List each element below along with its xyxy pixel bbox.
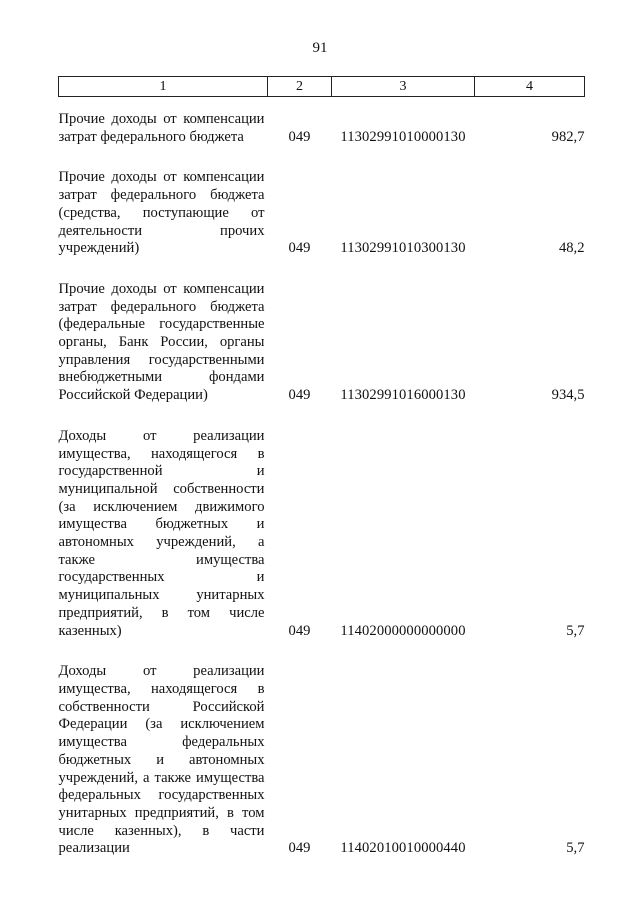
amount-value: 5,7 — [566, 622, 585, 639]
page-number: 91 — [312, 40, 328, 56]
column-header-code: 3 — [332, 77, 475, 97]
table-row — [59, 111, 585, 146]
amount-value: 48,2 — [558, 240, 585, 257]
amount-value: 5,7 — [566, 840, 585, 857]
admin-code: 049 — [288, 128, 311, 145]
admin-code: 049 — [288, 387, 311, 404]
revenue-name: Прочие доходы от компенсации затрат федерального бюджета — [58, 111, 265, 145]
amount-value: 934,5 — [551, 387, 585, 404]
revenue-name: Доходы от реализации имущества, находящегося в собственности Российской Федерации (за исключением имущества федеральных бюджетных и автономных учреждений, а также имущества федеральных государственных унитарных предприятий, в том числе казенных), в части реализации — [58, 663, 265, 857]
header-row — [59, 77, 585, 97]
table-row — [59, 281, 585, 405]
revenue-name: Прочие доходы от компенсации затрат федерального бюджета (федеральные государственные органы, Банк России, органы управления государственными внебюджетными фондами Российской Федерации) — [58, 280, 265, 404]
revenue-table — [58, 76, 585, 858]
classification-code: 11302991010300130 — [340, 240, 466, 257]
table-body — [59, 97, 585, 859]
revenue-name: Доходы от реализации имущества, находящегося в государственной и муниципальной собственности (за исключением движимого имущества бюджетных и автономных учреждений, а также имущества государственных и муниципальных унитарных предприятий, в том числе казенных) — [58, 427, 265, 639]
classification-code: 11302991016000130 — [340, 387, 466, 404]
revenue-name: Прочие доходы от компенсации затрат федерального бюджета (средства, поступающие от деятельности прочих учреждений) — [58, 169, 265, 257]
admin-code: 049 — [288, 622, 311, 639]
table-row — [59, 428, 585, 640]
column-header-name: 1 — [59, 77, 268, 97]
amount-value: 982,7 — [551, 128, 585, 145]
column-header-amount: 4 — [475, 77, 585, 97]
column-header-admin: 2 — [268, 77, 332, 97]
table-row — [59, 169, 585, 258]
table-header — [59, 77, 585, 97]
admin-code: 049 — [288, 240, 311, 257]
classification-code: 11402000000000000 — [340, 622, 466, 639]
table-row — [59, 663, 585, 858]
classification-code: 11402010010000440 — [340, 840, 466, 857]
admin-code: 049 — [288, 840, 311, 857]
classification-code: 11302991010000130 — [340, 128, 466, 145]
